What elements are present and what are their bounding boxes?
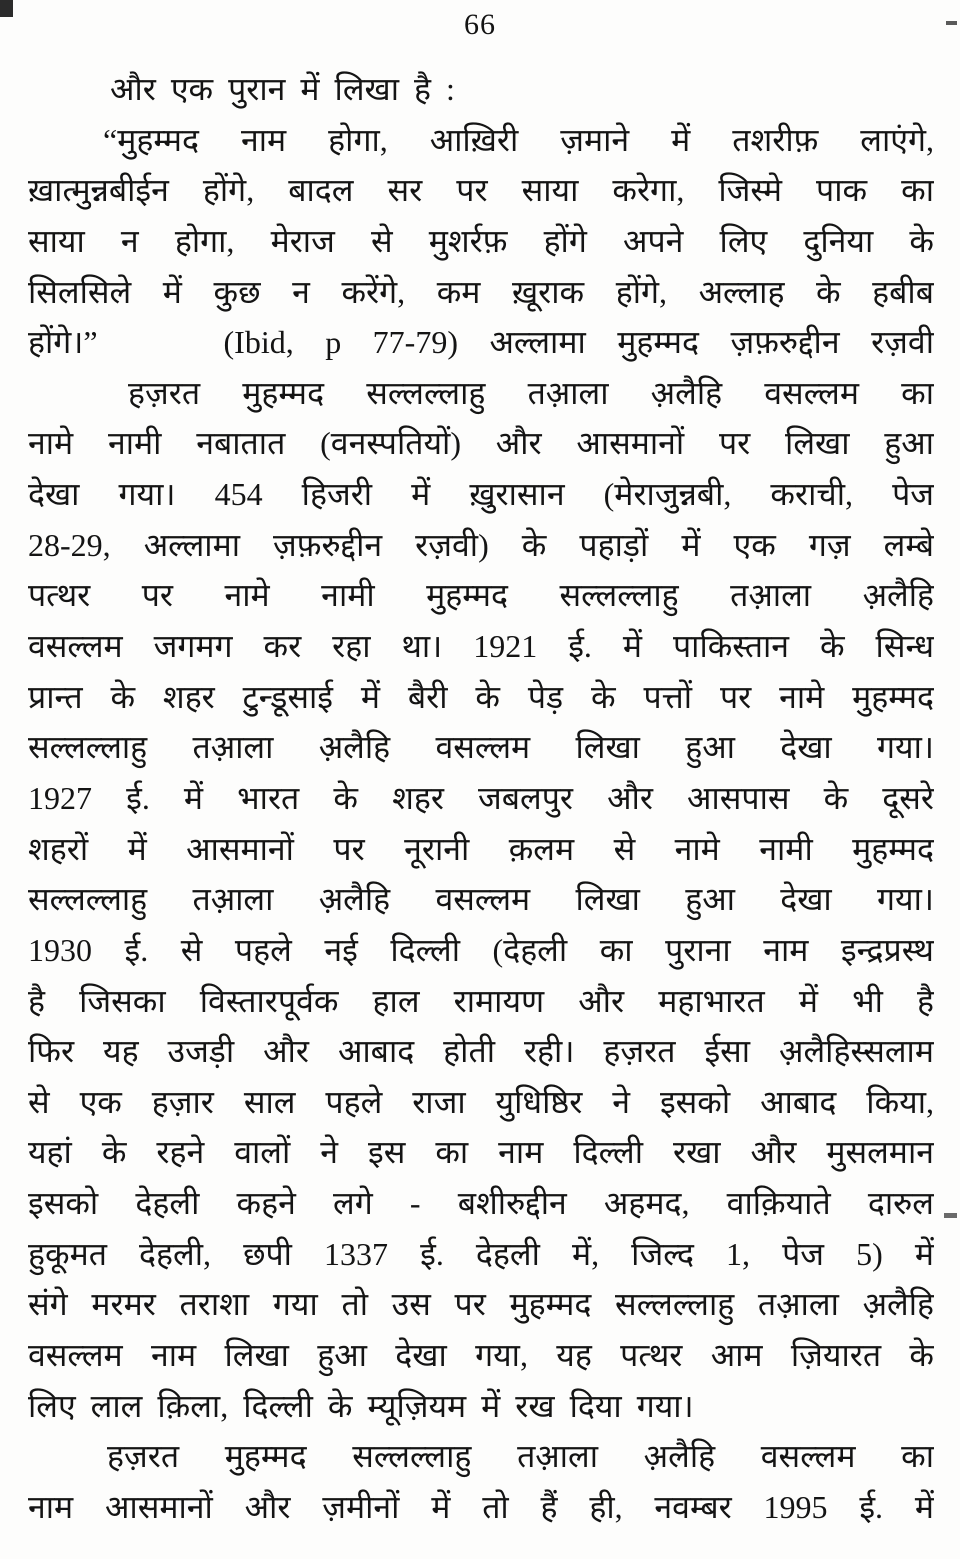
text-line: हुकूमत देहली, छपी 1337 ई. देहली में, जिल्द 1, पेज 5) में — [28, 1235, 934, 1272]
text-line: पत्थर पर नामे नामी मुहम्मद सल्लल्लाहु तआ़ला अ़लैहि — [28, 577, 934, 614]
text-line: हज़रत मुहम्मद सल्लल्लाहु तआ़ला अ़लैहि वसल्लम का — [107, 1438, 934, 1475]
text-line: इसको देहली कहने लगे - बशीरुद्दीन अहमद, वाक़ियाते दारुल — [28, 1185, 934, 1222]
text-line: वसल्लम नाम लिखा हुआ देखा गया, यह पत्थर आम ज़ियारत के — [28, 1337, 934, 1374]
text-line: सिलसिले में कुछ न करेंगे, कम ख़ूराक होंगे, अल्लाह के हबीब — [28, 273, 934, 310]
text-line: “मुहम्मद नाम होगा, आख़िरी ज़माने में तशरीफ़ लाएंगे, — [103, 121, 934, 158]
text-line: प्रान्त के शहर टुन्डूसाई में बैरी के पेड़ के पत्तों पर नामे मुहम्मद — [28, 678, 934, 715]
text-line: लिए लाल क़िला, दिल्ली के म्यूज़ियम में रख दिया गया। — [28, 1387, 694, 1424]
text-line: 1930 ई. से पहले नई दिल्ली (देहली का पुराना नाम इन्द्रप्रस्थ — [28, 931, 934, 968]
page-number: 66 — [464, 8, 496, 41]
text-line: ख़ात्मुन्नबीईन होंगे, बादल सर पर साया करेगा, जिस्मे पाक का — [28, 172, 934, 209]
text-line: और एक पुरान में लिखा है : — [110, 71, 455, 107]
text-line: 28-29, अल्लामा ज़फ़रुद्दीन रज़वी) के पहाड़ों में एक गज़ लम्बे — [28, 526, 934, 563]
text-line: शहरों में आसमानों पर नूरानी क़लम से नामे नामी मुहम्मद — [28, 830, 934, 867]
scan-artifact-right-middle — [944, 1213, 957, 1218]
text-line: है जिसका विस्तारपूर्वक हाल रामायण और महाभारत में भी है — [28, 982, 934, 1019]
text-line: वसल्लम जगमग कर रहा था। 1921 ई. में पाकिस्तान के सिन्ध — [28, 628, 934, 665]
body-text — [28, 64, 934, 1533]
text-line: 1927 ई. में भारत के शहर जबलपुर और आसपास के दूसरे — [28, 779, 934, 816]
text-line: होंगे।” (Ibid, p 77-79) अल्लामा मुहम्मद ज़फ़रुद्दीन रज़वी — [28, 324, 934, 361]
text-line: फिर यह उजड़ी और आबाद होती रही। हज़रत ईसा अ़लैहिस्सलाम — [28, 1033, 934, 1070]
text-line: साया न होगा, मेराज से मुशर्रफ़ होंगे अपने लिए दुनिया के — [28, 222, 934, 259]
text-line: हज़रत मुहम्मद सल्लल्लाहु तआ़ला अ़लैहि वसल्लम का — [128, 374, 934, 411]
text-line: यहां के रहने वालों ने इस का नाम दिल्ली रखा और मुसलमान — [28, 1134, 934, 1171]
text-line: नामे नामी नबातात (वनस्पतियों) और आसमानों पर लिखा हुआ — [28, 425, 934, 462]
text-line: संगे मरमर तराशा गया तो उस पर मुहम्मद सल्लल्लाहु तआ़ला अ़लैहि — [28, 1286, 934, 1323]
text-line: देखा गया। 454 हिजरी में ख़ुरासान (मेराजुन्नबी, कराची, पेज — [28, 476, 934, 513]
text-line: सल्लल्लाहु तआ़ला अ़लैहि वसल्लम लिखा हुआ देखा गया। — [28, 729, 934, 766]
text-line: सल्लल्लाहु तआ़ला अ़लैहि वसल्लम लिखा हुआ देखा गया। — [28, 881, 934, 918]
text-line: से एक हज़ार साल पहले राजा युधिष्ठिर ने इसको आबाद किया, — [28, 1083, 934, 1120]
text-line: नाम आसमानों और ज़मीनों में तो हैं ही, नवम्बर 1995 ई. में — [28, 1488, 934, 1525]
